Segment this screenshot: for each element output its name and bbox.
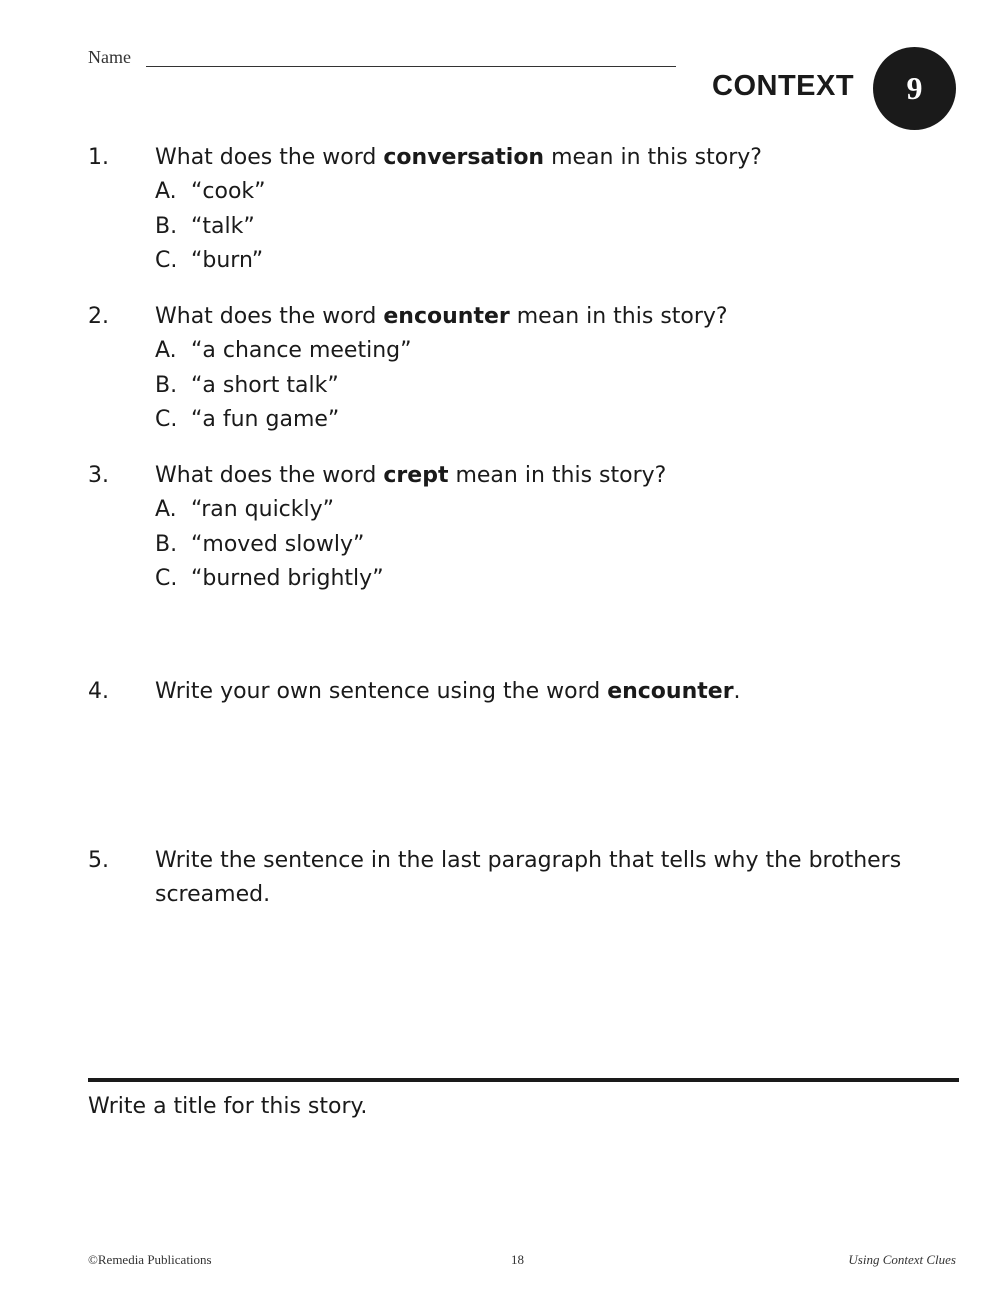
question-suffix: mean in this story? [448,463,667,488]
question-text [155,300,915,334]
question-keyword: encounter [607,679,734,704]
option-text: “a fun game” [191,407,340,432]
question-number: 2. [88,304,109,329]
question-number: 5. [88,848,109,873]
question-number: 3. [88,463,109,488]
question-text: Write the sentence in the last paragraph that tells why the brothers screamed. [155,848,902,907]
question-text [155,141,915,175]
option-letter: C. [155,407,178,432]
lesson-number: 9 [906,70,923,106]
question-prefix: Write your own sentence using the word [155,679,608,704]
lesson-number-badge [873,47,956,130]
name-input-line[interactable] [146,66,676,67]
option-text: “burned brightly” [191,566,384,591]
option-letter: A. [155,179,177,204]
option-letter: A. [155,497,177,522]
option-text: “cook” [191,179,266,204]
option-text: “a chance meeting” [191,338,412,363]
question-suffix: . [733,679,741,704]
question-text [155,675,915,709]
question-text [155,459,915,493]
footer-book-title: Using Context Clues [848,1252,956,1267]
question-suffix: mean in this story? [544,145,762,170]
option-text: “talk” [191,213,255,239]
option-a[interactable] [155,334,412,369]
option-letter: B. [155,213,178,239]
title-prompt: Write a title for this story. [88,1094,368,1119]
answer-options [155,334,412,438]
page-title: CONTEXT [712,70,855,102]
option-text: “burn” [191,248,264,273]
name-label: Name [88,47,131,67]
question-prefix: What does the word [155,145,384,170]
option-a[interactable] [155,175,266,210]
question-prefix: What does the word [155,304,384,329]
option-b[interactable] [155,528,384,563]
footer-page-number: 18 [511,1252,524,1267]
option-a[interactable] [155,493,384,528]
option-text: “moved slowly” [191,531,365,557]
option-b[interactable] [155,210,266,245]
option-letter: A. [155,338,177,363]
question-prefix: What does the word [155,463,384,488]
section-divider [88,1078,959,1082]
option-c[interactable] [155,562,384,597]
question-keyword: crept [383,463,449,488]
answer-options [155,493,384,597]
option-letter: B. [155,531,178,557]
footer-publisher: ©Remedia Publications [88,1252,212,1267]
option-text: “a short talk” [191,372,339,398]
question-number: 4. [88,679,109,704]
option-c[interactable] [155,244,266,279]
question-keyword: conversation [383,145,545,170]
option-letter: C. [155,566,178,591]
option-text: “ran quickly” [191,497,335,522]
answer-options [155,175,266,279]
question-keyword: encounter [383,304,510,329]
question-suffix: mean in this story? [509,304,728,329]
question-number: 1. [88,145,109,170]
option-letter: B. [155,372,178,398]
option-b[interactable] [155,369,412,404]
option-letter: C. [155,248,178,273]
option-c[interactable] [155,403,412,438]
